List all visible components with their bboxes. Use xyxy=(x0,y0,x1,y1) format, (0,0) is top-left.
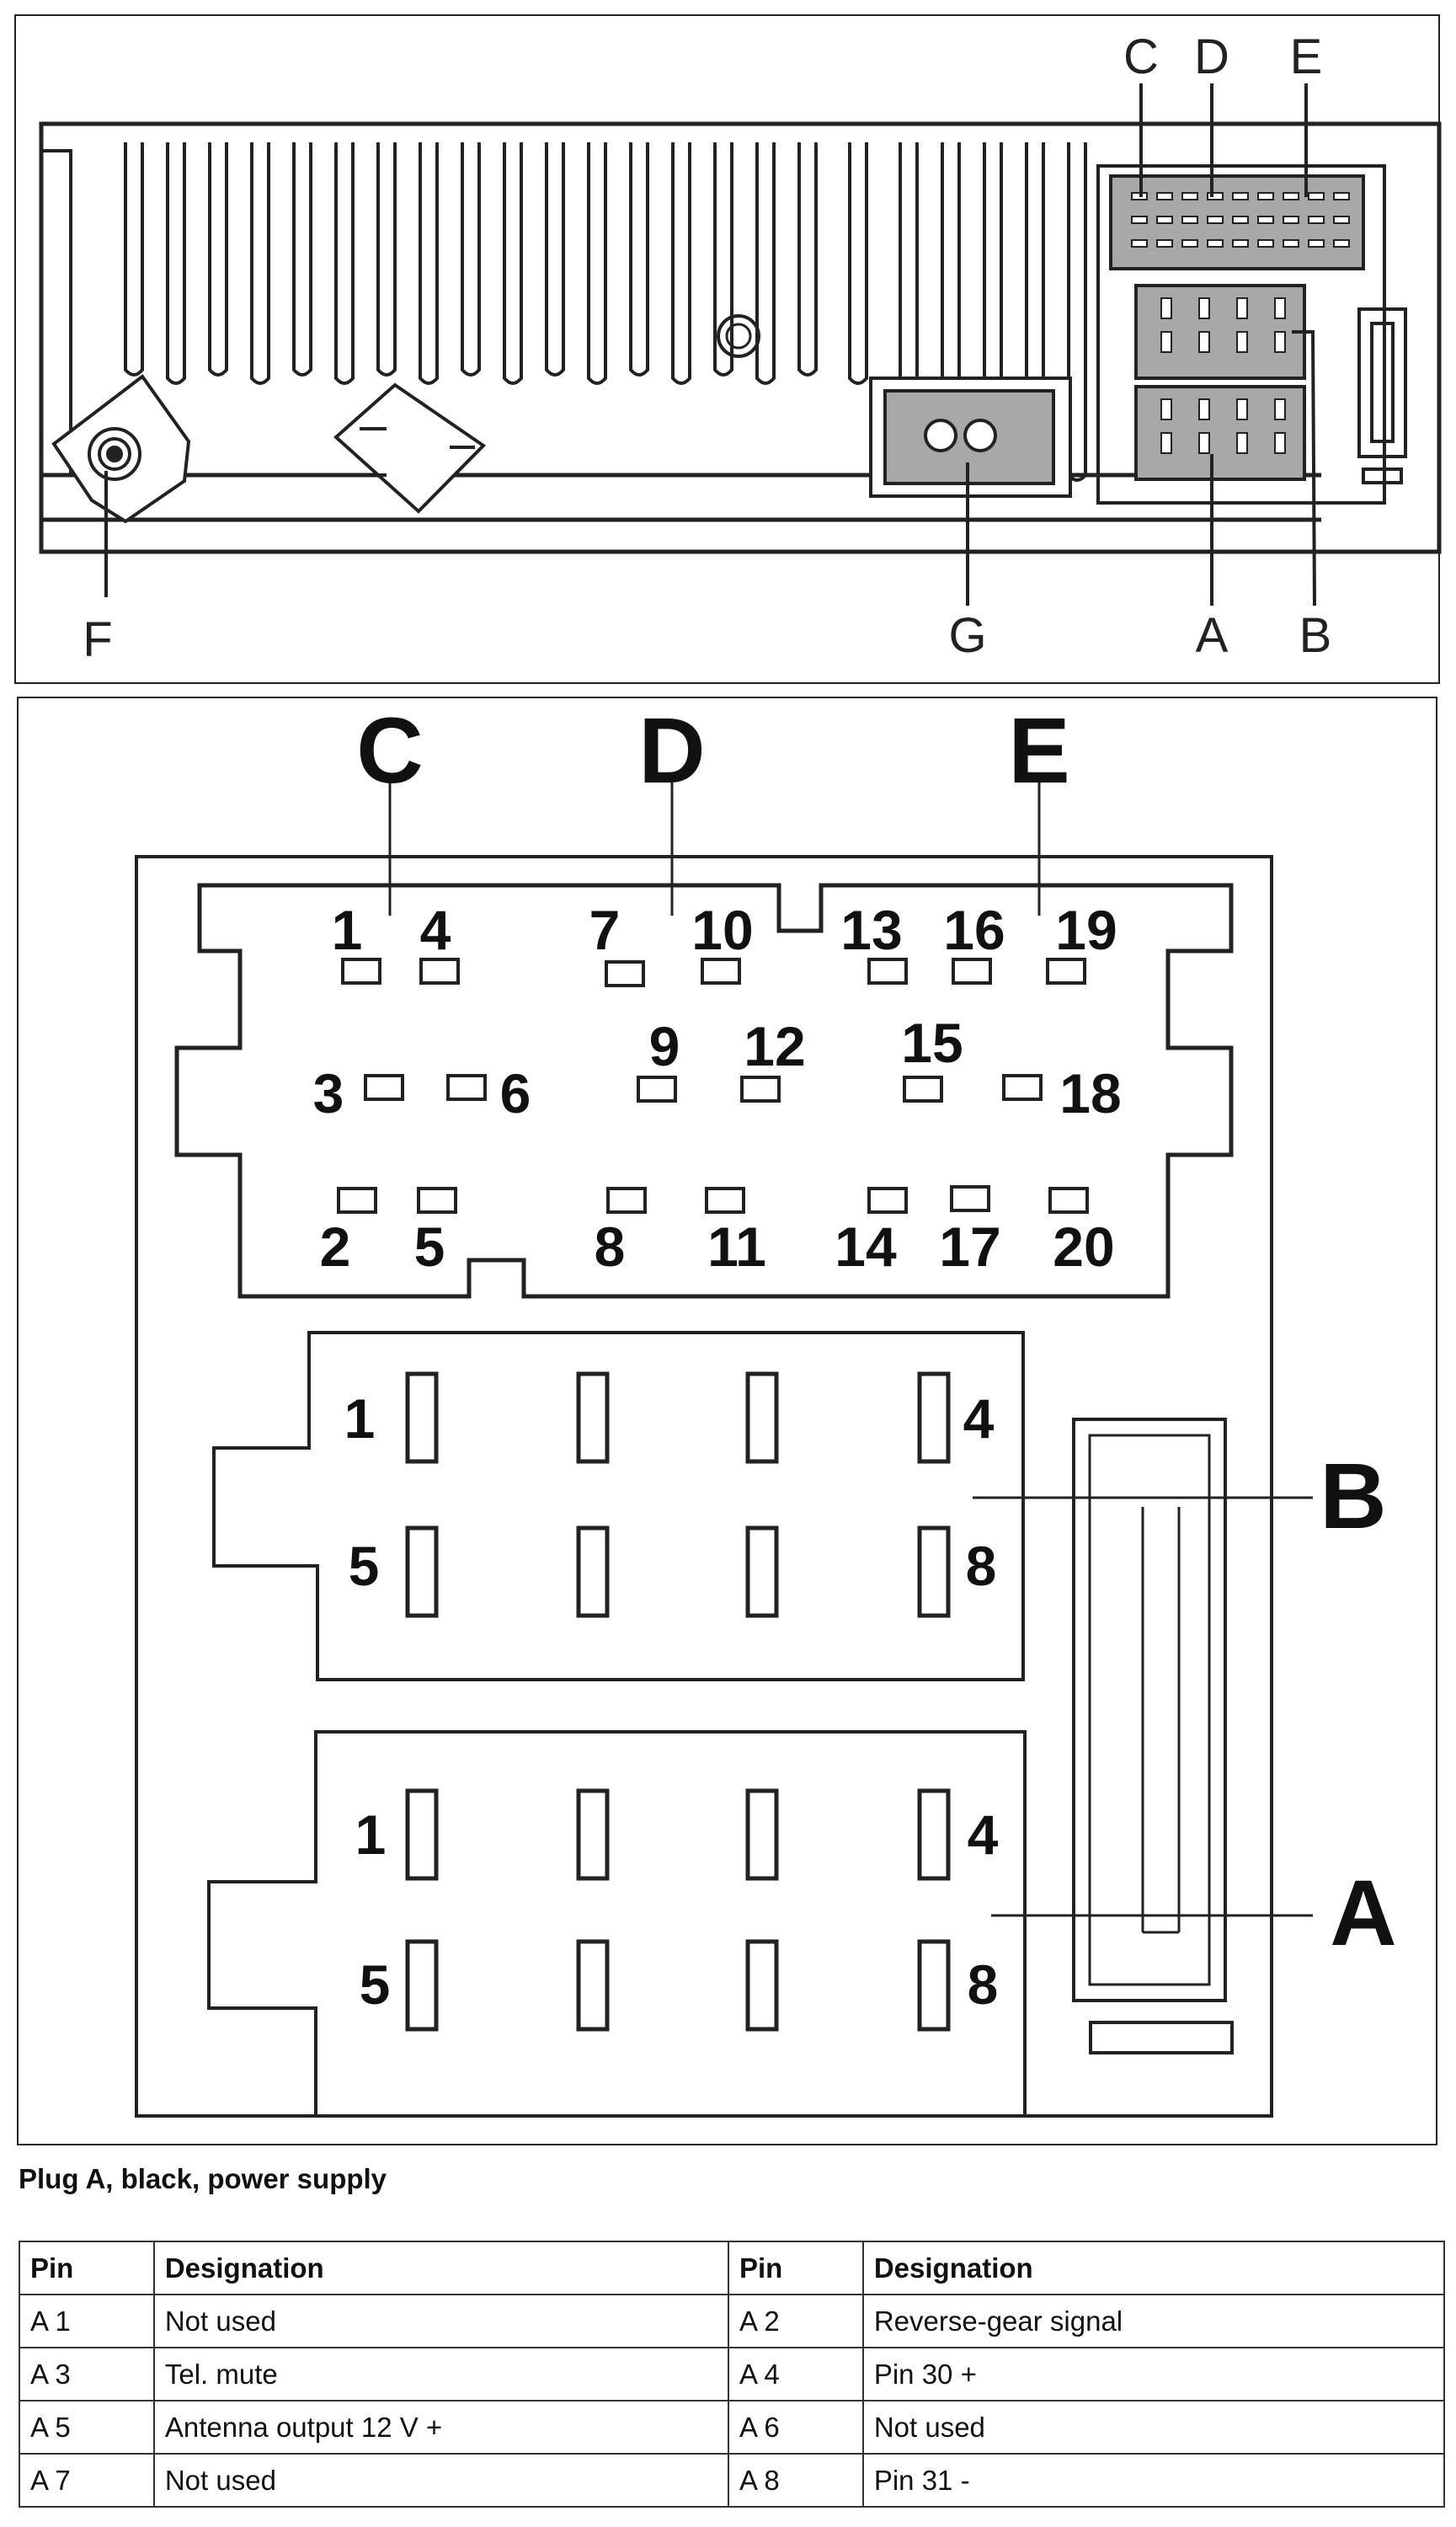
label-b-top: B xyxy=(1299,608,1332,663)
pin-slot xyxy=(1048,959,1085,983)
heatsink-fin xyxy=(420,142,437,383)
table-row xyxy=(19,2401,1444,2454)
pin-slot xyxy=(1275,399,1285,419)
table-cell: Pin 31 - xyxy=(863,2454,1444,2507)
table-cell: A 2 xyxy=(728,2295,863,2348)
pin-slot xyxy=(1258,216,1273,223)
side-slot xyxy=(1359,309,1405,483)
table-cell: Not used xyxy=(154,2454,728,2507)
heatsink-fin xyxy=(589,142,605,383)
table-cell: Not used xyxy=(863,2401,1444,2454)
pin-number-label: 18 xyxy=(1059,1062,1122,1125)
heatsink-fin xyxy=(799,142,816,375)
header-designation: Designation xyxy=(154,2241,728,2295)
top-leader-lines xyxy=(106,83,1315,606)
pinout-view xyxy=(17,697,1437,2145)
plug-a-title: Plug A, black, power supply xyxy=(19,2163,387,2194)
pin-number-label: 11 xyxy=(707,1215,766,1278)
radio-rear-view xyxy=(14,14,1440,684)
pin-slot xyxy=(1161,298,1171,318)
blade-slot xyxy=(920,1791,948,1878)
pin-slot xyxy=(1258,240,1273,247)
table-row xyxy=(19,2454,1444,2507)
pin-slot xyxy=(1157,193,1172,200)
chassis-screw xyxy=(718,316,759,356)
pin-slot xyxy=(1334,216,1349,223)
label-c-top: C xyxy=(1123,29,1159,84)
table-cell: Tel. mute xyxy=(154,2348,728,2401)
pin-number-label: 3 xyxy=(312,1062,344,1125)
plug-b-pins xyxy=(344,1374,997,1616)
label-g-top: G xyxy=(948,608,987,663)
table-cell: Reverse-gear signal xyxy=(863,2295,1444,2348)
table-cell: A 6 xyxy=(728,2401,863,2454)
pin-slot xyxy=(365,1076,403,1099)
table-cell: A 1 xyxy=(19,2295,154,2348)
heatsink-fin xyxy=(168,142,184,383)
label-e-top: E xyxy=(1289,29,1323,84)
table-cell: A 4 xyxy=(728,2348,863,2401)
pin-slot xyxy=(742,1077,779,1101)
blade-slot xyxy=(748,1942,776,2029)
plug-a-pin-table xyxy=(19,2241,1445,2508)
pin-slot xyxy=(1132,240,1147,247)
pin-number-label: 8 xyxy=(594,1215,626,1278)
pin-number-label: 5 xyxy=(348,1535,380,1597)
label-b-pinout: B xyxy=(1320,1445,1387,1548)
pin-slot xyxy=(869,1189,906,1212)
blade-slot xyxy=(579,1374,607,1461)
heatsink-fin xyxy=(757,142,774,383)
plug-a-outline xyxy=(209,1732,1025,2116)
header-pin: Pin xyxy=(19,2241,154,2295)
pin-slot xyxy=(1208,240,1223,247)
pin-number-label: 13 xyxy=(840,899,903,961)
pin-number-label: 1 xyxy=(344,1387,376,1450)
square-connector xyxy=(336,385,483,511)
blade-slot xyxy=(748,1791,776,1878)
heatsink-fin xyxy=(850,142,867,383)
table-cell: Pin 30 + xyxy=(863,2348,1444,2401)
heatsink-fin xyxy=(336,142,353,383)
pin-number-label: 5 xyxy=(359,1953,391,2016)
pin-slot xyxy=(1182,216,1197,223)
pin-slot xyxy=(952,1187,989,1210)
label-d-top: D xyxy=(1194,29,1229,84)
connector-a-small xyxy=(1136,387,1304,479)
label-e-pinout: E xyxy=(1008,699,1070,803)
table-cell: Not used xyxy=(154,2295,728,2348)
pin-slot xyxy=(1309,216,1324,223)
pin-slot xyxy=(869,959,906,983)
pin-slot xyxy=(638,1077,675,1101)
table-row xyxy=(19,2348,1444,2401)
table-cell: A 8 xyxy=(728,2454,863,2507)
pin-number-label: 17 xyxy=(939,1215,1001,1278)
heatsink-fin xyxy=(504,142,521,383)
pin-slot xyxy=(1275,433,1285,453)
label-a-top: A xyxy=(1195,608,1229,663)
pin-slot xyxy=(1237,399,1247,419)
label-a-pinout: A xyxy=(1330,1862,1397,1965)
connector-housing xyxy=(136,857,1272,2116)
blade-slot xyxy=(748,1528,776,1616)
pin-slot xyxy=(1309,193,1324,200)
blade-slot xyxy=(579,1942,607,2029)
blade-slot xyxy=(408,1528,436,1616)
pin-slot xyxy=(1283,240,1299,247)
pin-slot xyxy=(1199,399,1209,419)
pin-number-label: 20 xyxy=(1053,1215,1115,1278)
pin-number-label: 5 xyxy=(413,1215,445,1278)
heatsink-fin xyxy=(547,142,563,375)
plug-b-outline xyxy=(214,1333,1023,1680)
label-f-top: F xyxy=(83,612,113,667)
pin-number-label: 9 xyxy=(648,1015,680,1077)
pin-slot xyxy=(1334,240,1349,247)
pin-number-label: 8 xyxy=(967,1953,999,2016)
table-cell: A 7 xyxy=(19,2454,154,2507)
pin-slot xyxy=(1237,332,1247,352)
pin-slot xyxy=(1161,433,1171,453)
pin-slot xyxy=(1199,433,1209,453)
pin-slot xyxy=(1157,240,1172,247)
blade-slot xyxy=(920,1528,948,1616)
pin-slot xyxy=(339,1189,376,1212)
pin-slot xyxy=(1208,193,1223,200)
pin-number-label: 1 xyxy=(355,1803,387,1866)
pin-number-label: 4 xyxy=(963,1387,995,1450)
pin-slot xyxy=(1258,193,1273,200)
pin-number-label: 10 xyxy=(691,899,754,961)
pin-slot xyxy=(419,1189,456,1212)
pin-slot xyxy=(1157,216,1172,223)
blade-slot xyxy=(579,1791,607,1878)
pin-number-label: 1 xyxy=(331,899,363,961)
pin-slot xyxy=(1199,298,1209,318)
pin-number-label: 14 xyxy=(835,1215,897,1278)
heatsink-fin xyxy=(294,142,311,375)
pin-slot xyxy=(421,959,458,983)
pin-slot xyxy=(606,962,643,986)
connector-g xyxy=(871,378,1070,496)
heatsink-fin xyxy=(252,142,269,383)
pin-slot xyxy=(343,959,380,983)
antenna-socket xyxy=(54,377,189,521)
pin-number-label: 4 xyxy=(967,1803,999,1866)
pin-slot xyxy=(1161,399,1171,419)
cde-pins xyxy=(313,899,1122,1278)
pin-slot xyxy=(1182,240,1197,247)
pin-slot xyxy=(1233,216,1248,223)
pin-slot xyxy=(448,1076,485,1099)
blade-slot xyxy=(579,1528,607,1616)
pin-slot xyxy=(1283,193,1299,200)
blade-slot xyxy=(408,1374,436,1461)
pin-slot xyxy=(904,1077,941,1101)
pin-slot xyxy=(1182,193,1197,200)
table-header-row xyxy=(19,2241,1444,2295)
label-d-pinout: D xyxy=(638,699,706,803)
pin-slot xyxy=(1237,433,1247,453)
plug-a-pins xyxy=(355,1791,999,2029)
pin-slot xyxy=(1334,193,1349,200)
pin-slot xyxy=(1199,332,1209,352)
pin-slot xyxy=(1283,216,1299,223)
pin-number-label: 15 xyxy=(901,1012,963,1074)
table-cell: A 3 xyxy=(19,2348,154,2401)
pin-slot xyxy=(1233,240,1248,247)
radio-rear-view-drawing xyxy=(16,16,1442,686)
pin-slot xyxy=(1208,216,1223,223)
label-c-pinout: C xyxy=(356,699,424,803)
heatsink-fin xyxy=(378,142,395,375)
blade-slot xyxy=(920,1374,948,1461)
pin-slot xyxy=(1309,240,1324,247)
pin-number-label: 7 xyxy=(589,899,621,961)
table-row xyxy=(19,2295,1444,2348)
pin-slot xyxy=(608,1189,645,1212)
connector-cde-small xyxy=(1111,176,1363,269)
connector-b-small xyxy=(1136,286,1304,378)
heatsink-fin xyxy=(125,142,142,375)
pin-slot xyxy=(1161,332,1171,352)
pin-slot xyxy=(707,1189,744,1212)
pin-number-label: 4 xyxy=(419,899,451,961)
header-designation: Designation xyxy=(863,2241,1444,2295)
pin-slot xyxy=(1050,1189,1087,1212)
heatsink-fin xyxy=(631,142,648,375)
blade-slot xyxy=(408,1942,436,2029)
blade-slot xyxy=(920,1942,948,2029)
pin-number-label: 2 xyxy=(319,1215,351,1278)
pin-number-label: 6 xyxy=(499,1062,531,1125)
heatsink-fin xyxy=(673,142,690,383)
pin-slot xyxy=(1004,1076,1041,1099)
pin-number-label: 16 xyxy=(943,899,1005,961)
pin-slot xyxy=(1233,193,1248,200)
pin-slot xyxy=(953,959,990,983)
table-cell: A 5 xyxy=(19,2401,154,2454)
pin-number-label: 8 xyxy=(965,1535,997,1597)
table-cell: Antenna output 12 V + xyxy=(154,2401,728,2454)
side-frame xyxy=(1074,1419,1232,2053)
pin-number-label: 12 xyxy=(744,1015,806,1077)
blade-slot xyxy=(408,1791,436,1878)
pin-slot xyxy=(1237,298,1247,318)
header-pin: Pin xyxy=(728,2241,863,2295)
blade-slot xyxy=(748,1374,776,1461)
pin-slot xyxy=(702,959,739,983)
pin-slot xyxy=(1275,332,1285,352)
pin-slot xyxy=(1132,216,1147,223)
pin-number-label: 19 xyxy=(1055,899,1117,961)
heatsink-fin xyxy=(462,142,479,375)
pinout-drawing xyxy=(19,698,1439,2147)
heatsink-fin xyxy=(210,142,227,375)
pin-slot xyxy=(1275,298,1285,318)
